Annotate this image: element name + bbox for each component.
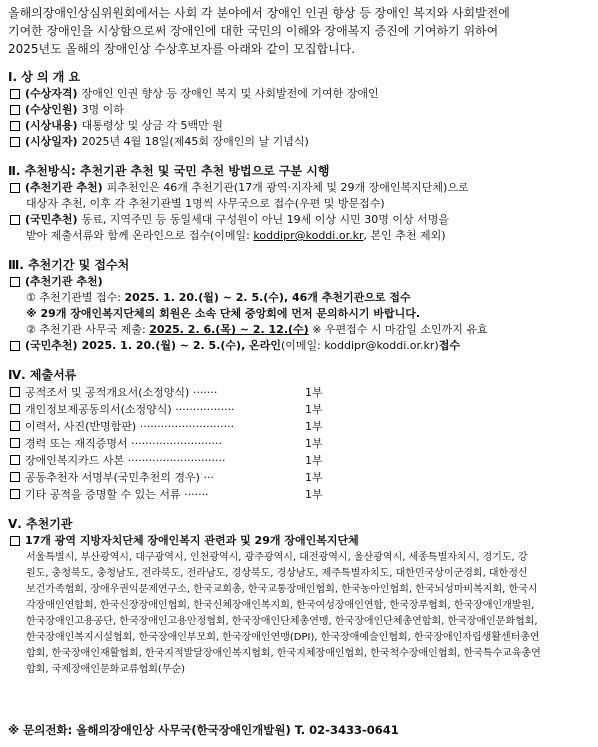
continuation-text: , 본인 추천 제외) — [363, 229, 446, 242]
item-label: (국민추천) — [25, 213, 78, 226]
section-title: Ⅴ. 추천기관 — [8, 517, 73, 531]
checkbox-icon — [10, 455, 20, 465]
document-item — [8, 384, 590, 401]
checkbox-icon — [10, 341, 20, 351]
checkbox-icon — [10, 277, 20, 287]
section-overview — [8, 68, 590, 150]
document-count: 1부 — [305, 488, 323, 501]
section-documents — [8, 366, 590, 503]
organization-line: 합회, 국제장애인문화교류협회(무순) — [26, 664, 186, 675]
checkbox-icon — [10, 438, 20, 448]
contact-info: ※ 문의전화: 올해의장애인상 사무국(한국장애인개발원) T. 02-3433-0641 — [8, 723, 399, 737]
item-label: (국민추천) — [25, 339, 78, 352]
item-email: (이메일: koddipr@koddi.or.kr) — [280, 339, 439, 352]
document-item — [8, 486, 590, 503]
section-title: Ⅳ. 제출서류 — [8, 368, 77, 382]
document-name: 장애인복지카드 사본 ···························· — [25, 454, 226, 467]
checkbox-icon — [10, 472, 20, 482]
document-name: 공동추천자 서명부(국민추천의 경우) ··· — [25, 471, 214, 484]
document-item — [8, 469, 590, 486]
item-continuation: 대상자 추천, 이후 각 추천기관별 1명씩 사무국으로 접수(우편 및 방문접수) — [26, 197, 385, 210]
item-label: (추천기관 추천) — [25, 181, 103, 194]
document-name: 개인정보제공동의서(소정양식) ················· — [25, 403, 235, 416]
sub-item-note: ※ 우편접수 시 마감일 소인까지 유효 — [308, 323, 488, 336]
document-item — [8, 418, 590, 435]
organization-line: 보건가족협회, 장애우권익문제연구소, 한국교회총, 한국교통장애인협회, 한국농아인협회, 한국뇌성마비복지회, 한국시 — [26, 584, 538, 595]
document-name: 이력서, 사진(반명함판) ··························· — [25, 420, 235, 433]
checkbox-icon — [10, 215, 20, 225]
document-count: 1부 — [305, 471, 323, 484]
section-title: Ⅱ. 추천방식: 추천기관 추천 및 국민 추천 방법으로 구분 시행 — [8, 164, 330, 178]
section-title: Ⅲ. 추천기간 및 접수처 — [8, 258, 130, 272]
organization-line: 한국장애인복지시설협회, 한국장애인부모회, 한국장애인연맹(DPI), 한국장애예술인협회, 한국장애인자립생활센터총연 — [26, 632, 540, 643]
document-count: 1부 — [305, 386, 323, 399]
checkbox-icon — [10, 89, 20, 99]
organization-line: 서울특별시, 부산광역시, 대구광역시, 인천광역시, 광주광역시, 대전광역시, 울산광역시, 세종특별자치시, 경기도, 강 — [26, 552, 528, 563]
document-item — [8, 401, 590, 418]
list-item — [8, 86, 590, 102]
checkbox-icon — [10, 121, 20, 131]
sub-item-text: ① 추천기관별 접수: — [26, 291, 125, 304]
document-item — [8, 435, 590, 452]
section-period — [8, 256, 590, 354]
list-item — [8, 274, 590, 290]
list-item — [8, 338, 590, 354]
checkbox-icon — [10, 183, 20, 193]
item-label: (시상일자) — [25, 135, 78, 148]
checkbox-icon — [10, 421, 20, 431]
item-continuation — [8, 228, 590, 244]
list-item — [8, 118, 590, 134]
organization-line: 각장애인연합회, 한국신장장애인협회, 한국신체장애인복지회, 한국여성장애인연합, 한국장루협회, 한국장애인개발원, — [26, 600, 535, 611]
email-link[interactable]: koddipr@koddi.or.kr — [253, 229, 364, 242]
document-count: 1부 — [305, 454, 323, 467]
item-suffix: 접수 — [438, 339, 460, 352]
item-text: 장애인 인권 향상 등 장애인 복지 및 사회발전에 기여한 장애인 — [81, 87, 379, 100]
document-count: 1부 — [305, 420, 323, 433]
checkbox-icon — [10, 105, 20, 115]
sub-item — [8, 322, 590, 338]
item-label: 17개 광역 지방자치단체 장애인복지 관련과 및 29개 장애인복지단체 — [25, 534, 359, 547]
item-text: 동료, 지역주민 등 동일세대 구성원이 아닌 19세 이상 시민 30명 이상 서명을 — [81, 213, 450, 226]
item-label: (수상인원) — [25, 103, 78, 116]
sub-item-text: ② 추천기관 사무국 제출: — [26, 323, 150, 336]
organization-line: 한국장애인고용공단, 한국장애인고용안정협회, 한국장애인단체총연맹, 한국장애인단체총연합회, 한국장애인문화협회, — [26, 616, 538, 627]
sub-item-period: 2025. 2. 6.(목) ~ 2. 12.(수) — [149, 323, 309, 336]
intro-line: 기여한 장애인을 시상함으로써 장애인에 대한 국민의 이해와 장애복지 증진에 기여하기 위하여 — [8, 24, 499, 38]
item-text: 피추천인은 46개 추천기관(17개 광역·지자체 및 29개 장애인복지단체)으로 — [106, 181, 469, 194]
list-item — [8, 180, 590, 196]
checkbox-icon — [10, 387, 20, 397]
item-label: (추천기관 추천) — [25, 275, 103, 288]
checkbox-icon — [10, 404, 20, 414]
document-name: 경력 또는 재직증명서 ·························· — [25, 437, 223, 450]
document-name: 기타 공적을 증명할 수 있는 서류 ······· — [25, 488, 209, 501]
organization-line: 원도, 충청북도, 충청남도, 전라북도, 전라남도, 경상북도, 경상남도, 제주특별자치도, 대한민국상이군경회, 대한정신 — [26, 568, 528, 579]
intro-line: 2025년도 올해의 장애인상 수상후보자를 아래와 같이 모집합니다. — [8, 42, 356, 56]
list-item — [8, 212, 590, 228]
organization-list — [8, 550, 590, 678]
document-item — [8, 452, 590, 469]
item-label: (수상자격) — [25, 87, 78, 100]
section-title: Ⅰ. 상 의 개 요 — [8, 70, 81, 84]
document-name: 공적조서 및 공적개요서(소정양식) ······· — [25, 386, 218, 399]
list-item — [8, 533, 590, 549]
document-count: 1부 — [305, 403, 323, 416]
sub-item-period: 2025. 1. 20.(월) ~ 2. 5.(수), 46개 추천기관으로 접수 — [124, 291, 411, 304]
item-text: 3명 이하 — [81, 103, 124, 116]
document-count: 1부 — [305, 437, 323, 450]
item-label: (시상내용) — [25, 119, 78, 132]
section-recommendation-method — [8, 162, 590, 244]
checkbox-icon — [10, 137, 20, 147]
checkbox-icon — [10, 536, 20, 546]
continuation-text: 받아 제출서류와 함께 온라인으로 접수(이메일: — [26, 229, 254, 242]
list-item — [8, 134, 590, 150]
intro-paragraph — [8, 4, 590, 58]
intro-line: 올해의장애인상심위원회에서는 사회 각 분야에서 장애인 인권 향상 등 장애인 복지와 사회발전에 — [8, 6, 510, 20]
note: ※ 29개 장애인복지단체의 회원은 소속 단체 중앙회에 먼저 문의하시기 바랍니다. — [26, 307, 421, 320]
list-item — [8, 102, 590, 118]
section-agencies — [8, 515, 590, 678]
item-text: 대통령상 및 상금 각 5백만 원 — [81, 119, 223, 132]
item-period: 2025. 1. 20.(월) ~ 2. 5.(수), 온라인 — [81, 339, 281, 352]
checkbox-icon — [10, 489, 20, 499]
item-text: 2025년 4월 18일(제45회 장애인의 날 기념식) — [81, 135, 309, 148]
sub-item — [8, 290, 590, 306]
organization-line: 합회, 한국장애인재활협회, 한국지적발달장애인복지협회, 한국지체장애인협회, 한국척수장애인협회, 한국특수교육총연 — [26, 648, 541, 659]
